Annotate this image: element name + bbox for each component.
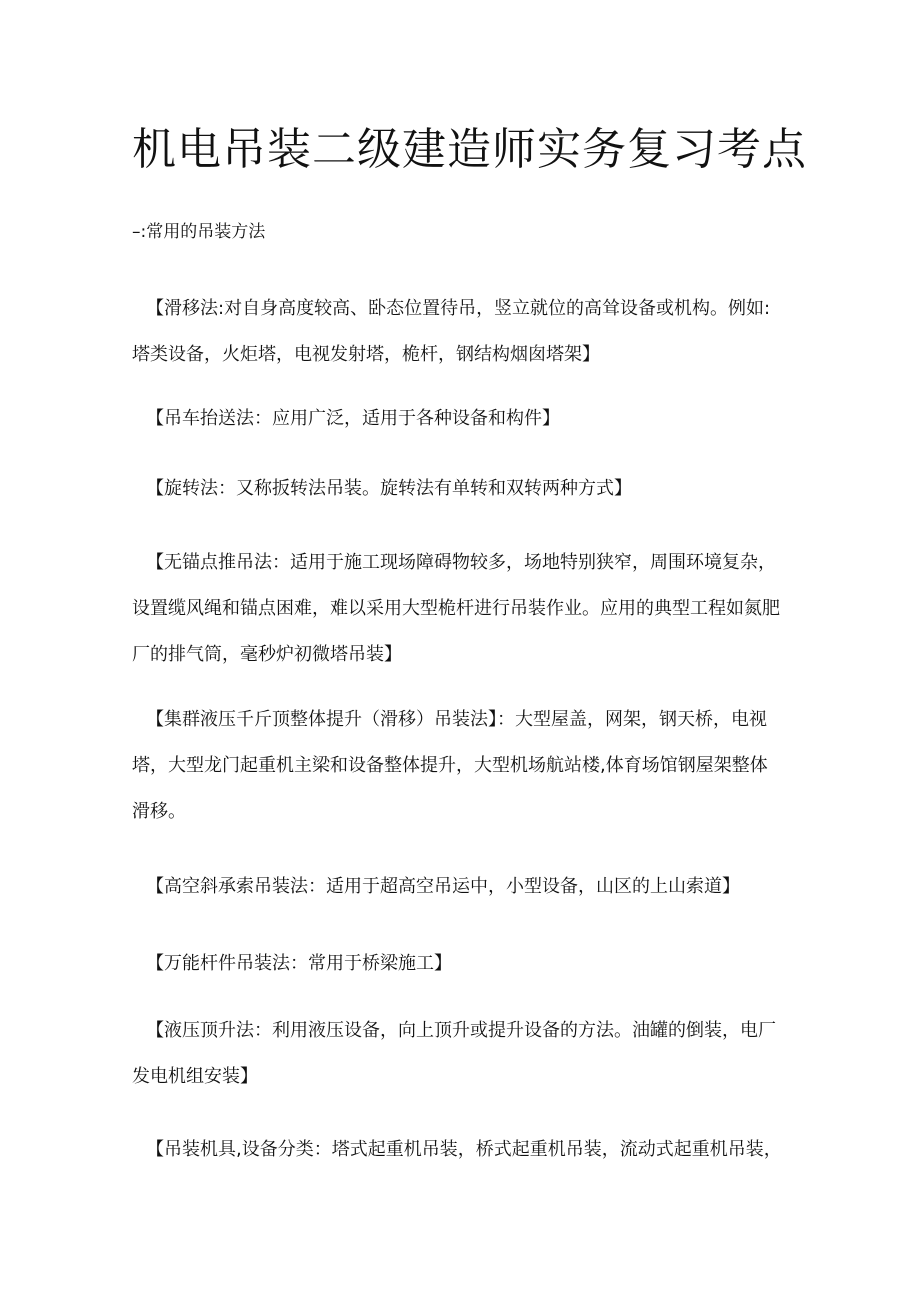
paragraph-line: 塔，大型龙门起重机主梁和设备整体提升，大型机场航站楼,体育场馆钢屋架整体 <box>132 755 768 776</box>
paragraph-anchorless-push-method <box>132 540 808 678</box>
paragraph-line: 塔类设备，火炬塔，电视发射塔，桅杆，钢结构烟囱塔架】 <box>132 344 600 365</box>
paragraph-line: 厂的排气筒，毫秒炉初微塔吊装】 <box>132 644 402 665</box>
paragraph-line: 设置缆风绳和锚点困难，难以采用大型桅杆进行吊装作业。应用的典型工程如氮肥 <box>132 598 780 619</box>
paragraph-hydraulic-jacking-method <box>132 1008 808 1100</box>
paragraph-rotation-method <box>132 466 808 512</box>
paragraph-line: 发电机组安装】 <box>132 1066 258 1087</box>
paragraph-inclined-cable-method <box>132 864 808 910</box>
section-heading: –:常用的吊装方法 <box>132 222 266 242</box>
paragraph-line: 【吊装机具,设备分类：塔式起重机吊装，桥式起重机吊装，流动式起重机吊装， <box>146 1139 782 1160</box>
paragraph-universal-member-method <box>132 941 808 987</box>
paragraph-line: 【吊车抬送法：应用广泛，适用于各种设备和构件】 <box>146 408 560 429</box>
paragraph-line: 【万能杆件吊装法：常用于桥梁施工】 <box>146 953 452 974</box>
paragraph-line: 【集群液压千斤顶整体提升（滑移）吊装法】：大型屋盖，网架，钢天桥，电视 <box>146 709 767 730</box>
page-title: 机电吊装二级建造师实务复习考点 <box>132 124 807 175</box>
paragraph-line: 【液压顶升法：利用液压设备，向上顶升或提升设备的方法。油罐的倒装，电厂 <box>146 1020 776 1041</box>
paragraph-line: 【旋转法：又称扳转法吊装。旋转法有单转和双转两种方式】 <box>146 478 632 499</box>
paragraph-sliding-method <box>132 286 808 378</box>
paragraph-hydraulic-jack-lift-method <box>132 697 808 835</box>
paragraph-equipment-classification <box>132 1127 808 1173</box>
paragraph-line: 【高空斜承索吊装法：适用于超高空吊运中，小型设备，山区的上山索道】 <box>146 876 740 897</box>
paragraph-line: 【无锚点推吊法：适用于施工现场障碍物较多，场地特别狭窄，周围环境复杂， <box>146 552 776 573</box>
paragraph-crane-lift-method <box>132 396 808 442</box>
paragraph-line: 【滑移法:对自身高度较高、卧态位置待吊，竖立就位的高耸设备或机构。例如: <box>146 298 771 319</box>
paragraph-line: 滑移。 <box>132 801 186 822</box>
